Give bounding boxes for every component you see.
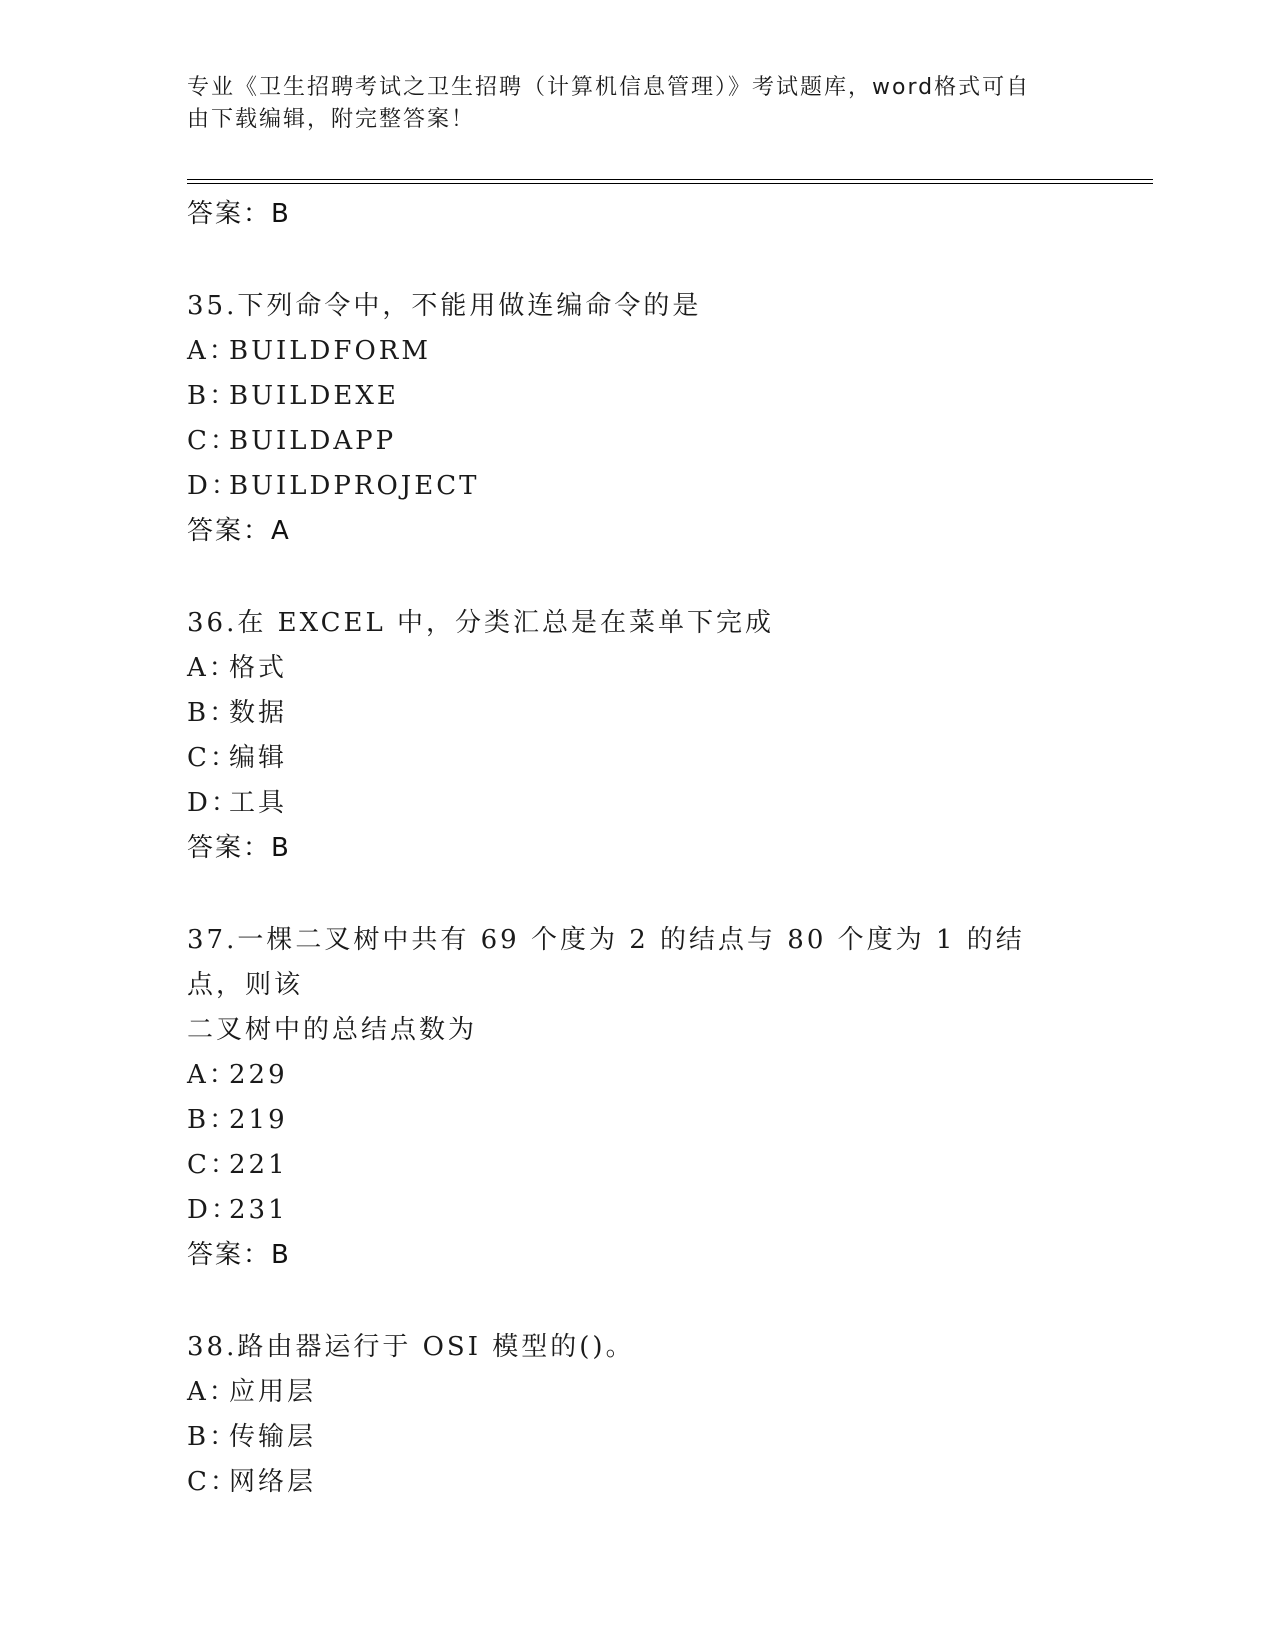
header-divider-top [187,179,1153,180]
option-key: B： [187,381,239,411]
option-text: BUILDFORM [229,336,431,366]
option-c [187,1460,1087,1505]
header-line-2: 由下载编辑，附完整答案！ [187,107,476,132]
option-text: 传输层 [229,1422,317,1452]
question-38 [187,1325,1087,1505]
answer-line: 答案：B [187,1240,291,1270]
option-b [187,374,1087,419]
option-a [187,1370,1087,1415]
option-key: C： [187,426,239,456]
option-text: 工具 [229,788,288,818]
option-key: D： [187,788,240,818]
option-key: C： [187,1467,239,1497]
option-key: D： [187,471,240,501]
option-text: 编辑 [229,743,288,773]
option-text: BUILDPROJECT [229,471,480,501]
option-a [187,1053,1087,1098]
option-key: D： [187,1195,240,1225]
question-stem: 38.路由器运行于 OSI 模型的()。 [187,1332,635,1362]
question-stem: 36.在 EXCEL 中，分类汇总是在菜单下完成 [187,608,775,638]
option-c [187,1143,1087,1188]
header-line-1: 专业《卫生招聘考试之卫生招聘（计算机信息管理）》考试题库，word格式可自 [187,75,1031,100]
spacer [187,237,1087,284]
option-a [187,329,1087,374]
option-key: B： [187,1105,239,1135]
option-text: 231 [229,1195,288,1225]
question-37 [187,918,1087,1278]
option-text: 221 [229,1150,288,1180]
option-text: 格式 [229,653,288,683]
option-key: C： [187,743,239,773]
answer-line: 答案：B [187,833,291,863]
option-text: 数据 [229,698,288,728]
header-divider-bottom [187,183,1153,184]
option-d [187,464,1087,509]
option-a [187,646,1087,691]
question-stem: 35.下列命令中，不能用做连编命令的是 [187,291,702,321]
question-stem-continued: 二叉树中的总结点数为 [187,1015,478,1045]
option-text: BUILDAPP [229,426,397,456]
question-36 [187,601,1087,871]
option-b [187,1098,1087,1143]
option-text: 网络层 [229,1467,317,1497]
spacer [187,871,1087,918]
option-key: C： [187,1150,239,1180]
document-header [187,72,1067,136]
option-key: B： [187,1422,239,1452]
option-key: B： [187,698,239,728]
answer-line: 答案：A [187,516,291,546]
option-c [187,736,1087,781]
option-b [187,691,1087,736]
question-stem: 37.一棵二叉树中共有 69 个度为 2 的结点与 80 个度为 1 的结点，则该 [187,925,1025,1000]
answer-line: 答案：B [187,199,291,229]
option-text: 219 [229,1105,288,1135]
question-list [187,192,1087,1505]
option-key: A： [187,1060,238,1090]
option-text: 229 [229,1060,288,1090]
option-key: A： [187,1377,238,1407]
question-35 [187,284,1087,554]
spacer [187,1278,1087,1325]
option-d [187,781,1087,826]
option-text: 应用层 [229,1377,317,1407]
option-b [187,1415,1087,1460]
option-d [187,1188,1087,1233]
option-text: BUILDEXE [229,381,399,411]
option-key: A： [187,336,238,366]
option-c [187,419,1087,464]
option-key: A： [187,653,238,683]
spacer [187,554,1087,601]
